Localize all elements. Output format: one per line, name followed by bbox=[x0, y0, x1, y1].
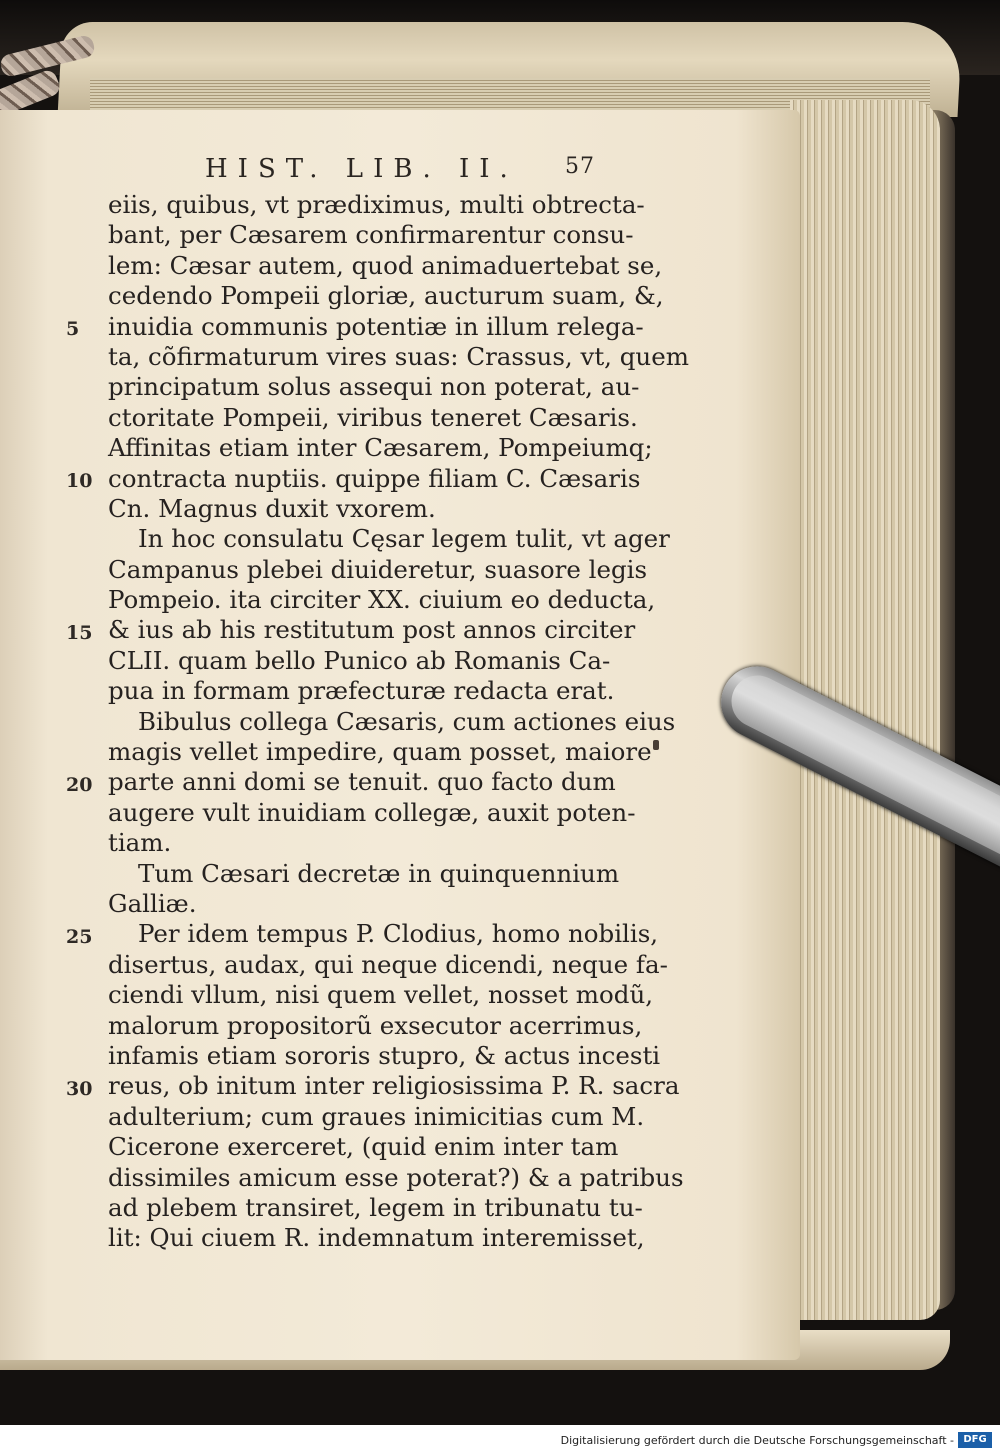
running-header: HIST. LIB. II. bbox=[205, 154, 518, 184]
text-line: Per idem tempus P. Clodius, homo nobilis, bbox=[138, 919, 659, 949]
text-line: parte anni domi se tenuit. quo facto dum bbox=[108, 767, 616, 797]
text-line: ctoritate Pompeii, viribus teneret Cæsaris. bbox=[108, 402, 638, 432]
text-line: Campanus plebei diuideretur, suasore legis bbox=[108, 554, 648, 584]
text-line: CLII. quam bello Punico ab Romanis Ca- bbox=[108, 645, 611, 675]
text-line: disertus, audax, qui neque dicendi, neque fa- bbox=[108, 949, 668, 979]
text-line: Galliæ. bbox=[108, 888, 197, 918]
text-line: Tum Cæsari decretæ in quinquennium bbox=[138, 858, 620, 888]
text-line: dissimiles amicum esse poterat?) & a patribus bbox=[108, 1162, 684, 1192]
text-line: ta, cõfirmaturum vires suas: Crassus, vt, quem bbox=[108, 341, 689, 371]
text-line: pua in formam præfecturæ redacta erat. bbox=[108, 676, 615, 706]
text-line: magis vellet impedire, quam posset, maiore bbox=[108, 737, 652, 767]
page-number: 57 bbox=[565, 154, 595, 179]
line-number: 15 bbox=[66, 621, 93, 644]
text-line: infamis etiam sororis stupro, & actus incesti bbox=[108, 1040, 661, 1070]
text-line: bant, per Cæsarem confirmarentur consu- bbox=[108, 220, 634, 250]
text-line: ad plebem transiret, legem in tribunatu tu- bbox=[108, 1192, 643, 1222]
text-line: lit: Qui ciuem R. indemnatum interemisset, bbox=[108, 1223, 645, 1253]
text-line: inuidia communis potentiæ in illum relega- bbox=[108, 311, 644, 341]
ink-mark bbox=[653, 740, 659, 750]
page-body-text bbox=[108, 190, 689, 1254]
text-line: Affinitas etiam inter Cæsarem, Pompeiumq; bbox=[108, 433, 653, 463]
line-number: 25 bbox=[66, 925, 93, 948]
text-line: cedendo Pompeii gloriæ, aucturum suam, &, bbox=[108, 281, 664, 311]
text-line: adulterium; cum graues inimicitias cum M. bbox=[108, 1101, 645, 1131]
text-line: Pompeio. ita circiter XX. ciuium eo deducta, bbox=[108, 585, 656, 615]
line-number: 10 bbox=[66, 469, 93, 492]
text-line: Cicerone exerceret, (quid enim inter tam bbox=[108, 1132, 619, 1162]
text-line: Cn. Magnus duxit vxorem. bbox=[108, 493, 436, 523]
text-line: & ius ab his restitutum post annos circiter bbox=[108, 615, 636, 645]
text-line: Bibulus collega Cæsaris, cum actiones eius bbox=[138, 706, 676, 736]
footer-bar bbox=[0, 1425, 1000, 1456]
text-line: lem: Cæsar autem, quod animaduertebat se, bbox=[108, 250, 663, 280]
text-line: malorum propositorũ exsecutor acerrimus, bbox=[108, 1010, 643, 1040]
text-line: tiam. bbox=[108, 828, 172, 858]
dfg-logo: DFG bbox=[958, 1432, 992, 1448]
text-line: ciendi vllum, nisi quem vellet, nosset modũ, bbox=[108, 980, 654, 1010]
line-number: 20 bbox=[66, 773, 93, 796]
text-line: augere vult inuidiam collegæ, auxit poten- bbox=[108, 797, 636, 827]
text-line: reus, ob initum inter religiosissima P. R. sacra bbox=[108, 1071, 680, 1101]
text-line: principatum solus assequi non poterat, au- bbox=[108, 372, 640, 402]
line-number: 5 bbox=[66, 317, 80, 340]
text-line: eiis, quibus, vt prædiximus, multi obtrecta- bbox=[108, 190, 645, 219]
line-number: 30 bbox=[66, 1077, 93, 1100]
text-line: contracta nuptiis. quippe filiam C. Cæsaris bbox=[108, 463, 641, 493]
text-line: In hoc consulatu Cęsar legem tulit, vt ager bbox=[138, 524, 670, 554]
funding-credit: Digitalisierung gefördert durch die Deutsche Forschungsgemeinschaft - bbox=[560, 1434, 954, 1447]
page-header bbox=[205, 150, 765, 190]
